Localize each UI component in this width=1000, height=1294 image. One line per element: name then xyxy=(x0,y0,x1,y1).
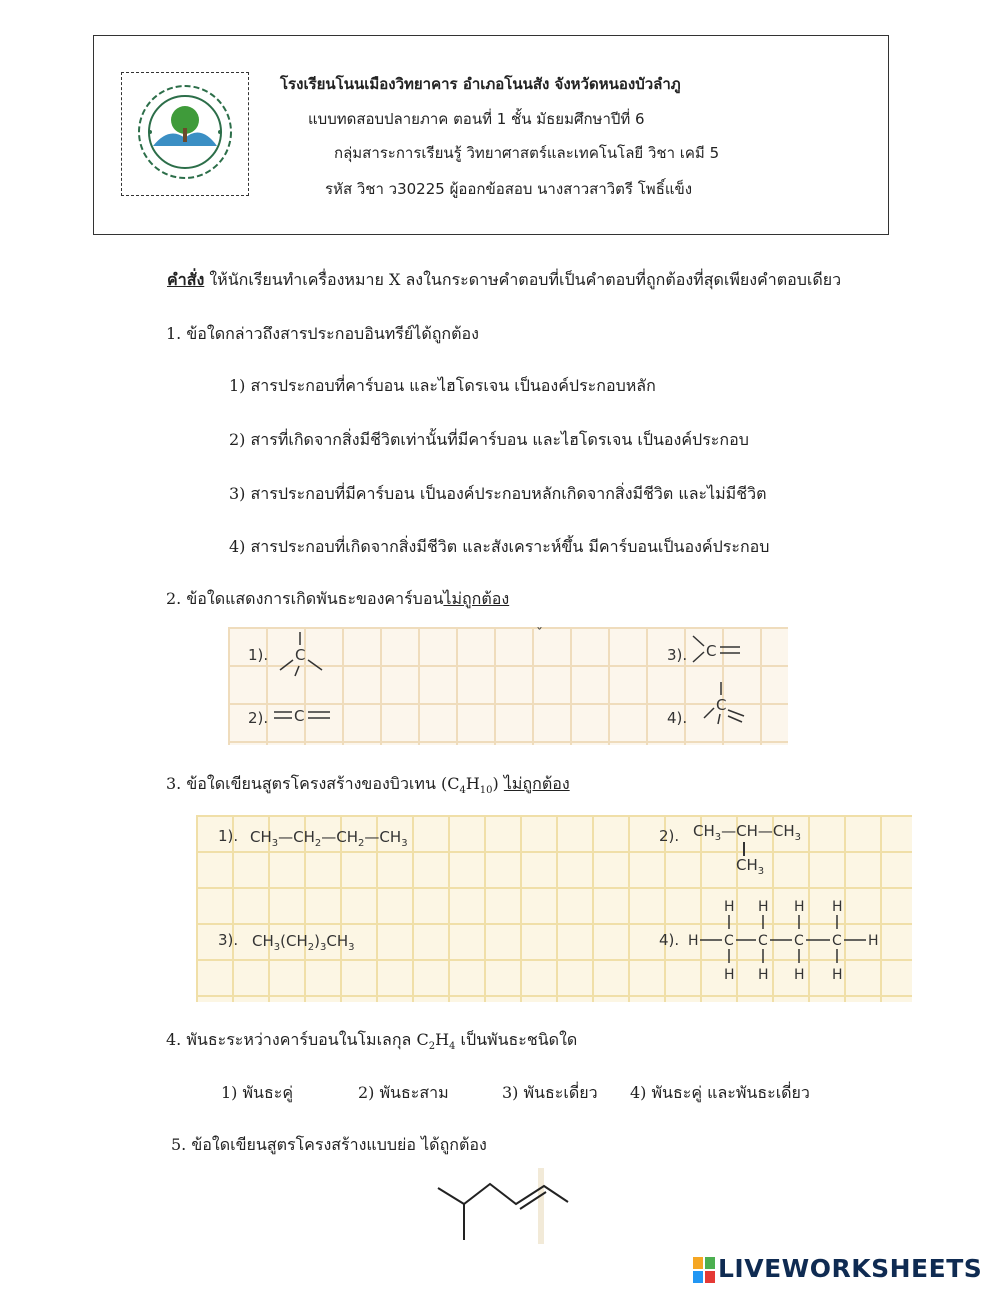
q5-question: 5. ข้อใดเขียนสูตรโครงสร้างแบบย่อ ได้ถูกต้อง xyxy=(171,1135,487,1154)
q4-option-1[interactable]: 1) พันธะคู่ xyxy=(221,1083,294,1102)
liveworksheets-logo-icon xyxy=(693,1257,715,1283)
exam-title: แบบทดสอบปลายภาค ตอนที่ 1 ชั้น มัธยมศึกษาปีที่ 6 xyxy=(308,110,645,128)
svg-text:C: C xyxy=(294,707,305,725)
svg-text:H: H xyxy=(794,899,805,915)
svg-text:C: C xyxy=(794,933,804,949)
q5-skeletal-structure xyxy=(430,1168,590,1244)
q4-option-4[interactable]: 4) พันธะคู่ และพันธะเดี่ยว xyxy=(630,1083,810,1102)
q2-structure-2 xyxy=(272,700,342,730)
svg-text:H: H xyxy=(758,967,769,983)
q3-sub-2: 10 xyxy=(479,785,493,797)
svg-text:H: H xyxy=(868,933,879,949)
svg-text:C: C xyxy=(716,696,727,714)
svg-text:H: H xyxy=(724,967,735,983)
stray-mark: ˇ xyxy=(536,626,543,642)
q2-label-3[interactable]: 3). xyxy=(667,646,688,664)
svg-text:H: H xyxy=(794,967,805,983)
q2-label-1[interactable]: 1). xyxy=(248,646,269,664)
q3-structure-1: $CH_3—CH_2—CH_2—CH_3$ xyxy=(250,828,408,849)
q1-question: 1. ข้อใดกล่าวถึงสารประกอบอินทรีย์ได้ถูกต้อง xyxy=(166,324,479,343)
q1-option-1[interactable]: 1) สารประกอบที่คาร์บอน และไฮโดรเจน เป็นองค์ประกอบหลัก xyxy=(229,376,656,395)
svg-text:C: C xyxy=(758,933,768,949)
svg-text:H: H xyxy=(832,967,843,983)
subject-group: กลุ่มสาระการเรียนรู้ วิทยาศาสตร์และเทคโนโลยี วิชา เคมี 5 xyxy=(334,144,720,162)
q4-mid: H xyxy=(435,1030,450,1049)
q4-question-post: เป็นพันธะชนิดใด xyxy=(455,1030,578,1049)
q4-question xyxy=(166,1028,577,1053)
q4-option-3[interactable]: 3) พันธะเดี่ยว xyxy=(502,1083,598,1102)
svg-text:H: H xyxy=(758,899,769,915)
svg-text:H: H xyxy=(832,899,843,915)
q4-sub-2: 4 xyxy=(449,1041,456,1053)
q3-structure-3: $CH_3(CH_2)_3CH_3$ xyxy=(252,932,355,953)
q3-structure-4 xyxy=(686,895,886,983)
q3-question xyxy=(166,772,570,797)
svg-text:H: H xyxy=(688,933,699,949)
q2-structure-4 xyxy=(696,680,756,730)
q2-structure-3 xyxy=(690,630,750,670)
q3-question-text: 3. ข้อใดเขียนสูตรโครงสร้างของบิวเทน (C xyxy=(166,774,460,793)
q3-mid: H xyxy=(465,774,480,793)
q4-option-2[interactable]: 2) พันธะสาม xyxy=(358,1083,449,1102)
q3-label-3[interactable]: 3). xyxy=(218,931,239,949)
q2-structure-1 xyxy=(270,630,330,680)
q3-end: ) xyxy=(492,774,499,793)
q3-label-4[interactable]: 4). xyxy=(659,931,680,949)
q4-sub-1: 2 xyxy=(428,1041,436,1053)
q2-label-4[interactable]: 4). xyxy=(667,709,688,727)
svg-text:C: C xyxy=(706,642,717,660)
q4-question-pre: 4. พันธะระหว่างคาร์บอนในโมเลกุล C xyxy=(166,1030,429,1049)
q1-option-2[interactable]: 2) สารที่เกิดจากสิ่งมีชีวิตเท่านั้นที่มีคาร์บอน และไฮโดรเจน เป็นองค์ประกอบ xyxy=(229,430,749,449)
q3-structure-2-branch: $CH_3$ xyxy=(736,856,765,877)
svg-text:C: C xyxy=(832,933,842,949)
q3-structure-2-bond xyxy=(743,842,745,856)
q2-question xyxy=(166,587,509,612)
instruction-text: ให้นักเรียนทำเครื่องหมาย X ลงในกระดาษคำตอบที่เป็นคำตอบที่ถูกต้องที่สุดเพียงคำตอบเดียว xyxy=(204,270,842,289)
q3-label-1[interactable]: 1). xyxy=(218,827,239,845)
svg-text:C: C xyxy=(724,933,734,949)
svg-text:H: H xyxy=(724,899,735,915)
q1-option-4[interactable]: 4) สารประกอบที่เกิดจากสิ่งมีชีวิต และสังเคราะห์ขึ้น มีคาร์บอนเป็นองค์ประกอบ xyxy=(229,537,770,556)
q2-label-2[interactable]: 2). xyxy=(248,709,269,727)
school-logo xyxy=(133,80,237,184)
svg-text:C: C xyxy=(295,646,306,664)
q2-question-text: 2. ข้อใดแสดงการเกิดพันธะของคาร์บอน xyxy=(166,589,444,608)
course-code-author: รหัส วิชา ว30225 ผู้ออกข้อสอบ นางสาวสาวิตรี โพธิ์แข็ง xyxy=(325,180,693,198)
q3-label-2[interactable]: 2). xyxy=(659,827,680,845)
liveworksheets-brand[interactable]: LIVEWORKSHEETS xyxy=(718,1254,983,1283)
q3-structure-2: $CH_3—CH—CH_3$ xyxy=(693,822,802,843)
q3-sub-1: 4 xyxy=(459,785,466,797)
instruction xyxy=(167,268,841,293)
q3-question-emphasis: ไม่ถูกต้อง xyxy=(503,774,570,793)
q1-option-3[interactable]: 3) สารประกอบที่มีคาร์บอน เป็นองค์ประกอบหลักเกิดจากสิ่งมีชีวิต และไม่มีชีวิต xyxy=(229,484,767,503)
school-name: โรงเรียนโนนเมืองวิทยาคาร อำเภอโนนสัง จังหวัดหนองบัวลำภู xyxy=(280,75,681,93)
q2-question-emphasis: ไม่ถูกต้อง xyxy=(443,589,510,608)
instruction-label: คำสั่ง xyxy=(167,270,205,289)
